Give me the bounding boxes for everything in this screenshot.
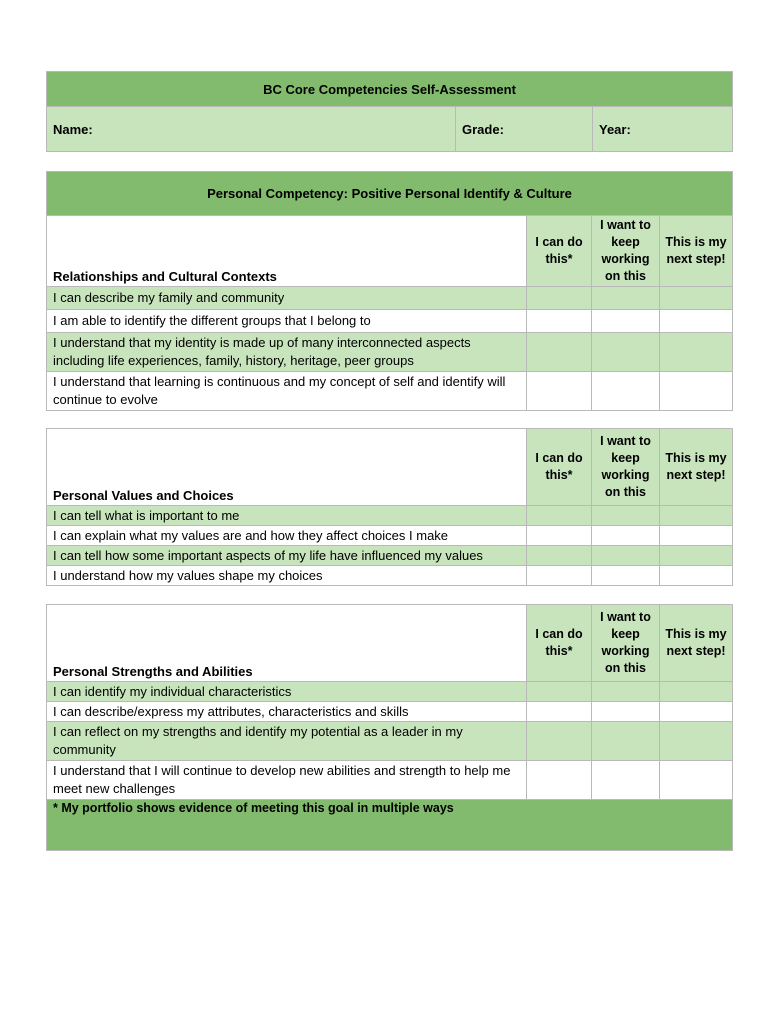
column-header-next-step: This is my next step! [660,216,733,287]
statement-text: I can explain what my values are and how they affect choices I make [47,526,527,546]
statement-text: I can describe my family and community [47,287,527,310]
section-table-values [46,428,733,586]
document-title: BC Core Competencies Self-Assessment [47,72,733,107]
footnote: * My portfolio shows evidence of meeting this goal in multiple ways [47,800,733,851]
section-title: Personal Strengths and Abilities [47,605,527,682]
checkbox-next-step[interactable] [660,372,733,411]
statement-text: I understand that my identity is made up of many interconnected aspects including life experiences, family, history, heritage, peer groups [47,333,527,372]
checkbox-keep-working[interactable] [592,506,660,526]
checkbox-can-do[interactable] [527,506,592,526]
checkbox-can-do[interactable] [527,287,592,310]
name-field[interactable]: Name: [47,107,456,152]
checkbox-next-step[interactable] [660,506,733,526]
column-header-keep-working: I want to keep working on this [592,429,660,506]
column-header-keep-working: I want to keep working on this [592,216,660,287]
checkbox-can-do[interactable] [527,761,592,800]
section-title: Personal Values and Choices [47,429,527,506]
checkbox-can-do[interactable] [527,566,592,586]
checkbox-keep-working[interactable] [592,310,660,333]
checkbox-can-do[interactable] [527,546,592,566]
column-header-next-step: This is my next step! [660,429,733,506]
statement-text: I can tell how some important aspects of my life have influenced my values [47,546,527,566]
section-table-strengths [46,604,733,851]
section-title: Relationships and Cultural Contexts [47,216,527,287]
column-header-keep-working: I want to keep working on this [592,605,660,682]
year-field[interactable]: Year: [593,107,733,152]
column-header-can-do: I can do this* [527,429,592,506]
statement-text: I am able to identify the different groups that I belong to [47,310,527,333]
checkbox-keep-working[interactable] [592,702,660,722]
checkbox-keep-working[interactable] [592,682,660,702]
section-table-relationships [46,171,733,411]
checkbox-can-do[interactable] [527,333,592,372]
statement-text: I can describe/express my attributes, characteristics and skills [47,702,527,722]
checkbox-can-do[interactable] [527,702,592,722]
checkbox-keep-working[interactable] [592,526,660,546]
checkbox-next-step[interactable] [660,526,733,546]
checkbox-next-step[interactable] [660,702,733,722]
statement-text: I understand that learning is continuous and my concept of self and identify will continue to evolve [47,372,527,411]
checkbox-keep-working[interactable] [592,287,660,310]
checkbox-next-step[interactable] [660,682,733,702]
checkbox-keep-working[interactable] [592,566,660,586]
checkbox-can-do[interactable] [527,310,592,333]
column-header-can-do: I can do this* [527,216,592,287]
checkbox-can-do[interactable] [527,372,592,411]
checkbox-keep-working[interactable] [592,722,660,761]
checkbox-keep-working[interactable] [592,761,660,800]
checkbox-can-do[interactable] [527,682,592,702]
checkbox-keep-working[interactable] [592,372,660,411]
column-header-can-do: I can do this* [527,605,592,682]
checkbox-next-step[interactable] [660,546,733,566]
checkbox-keep-working[interactable] [592,546,660,566]
checkbox-next-step[interactable] [660,566,733,586]
checkbox-can-do[interactable] [527,526,592,546]
column-header-next-step: This is my next step! [660,605,733,682]
statement-text: I understand that I will continue to develop new abilities and strength to help me meet new challenges [47,761,527,800]
checkbox-next-step[interactable] [660,310,733,333]
grade-field[interactable]: Grade: [456,107,593,152]
statement-text: I understand how my values shape my choices [47,566,527,586]
checkbox-can-do[interactable] [527,722,592,761]
checkbox-next-step[interactable] [660,287,733,310]
checkbox-next-step[interactable] [660,761,733,800]
checkbox-keep-working[interactable] [592,333,660,372]
statement-text: I can reflect on my strengths and identify my potential as a leader in my community [47,722,527,761]
checkbox-next-step[interactable] [660,333,733,372]
statement-text: I can identify my individual characteristics [47,682,527,702]
header-table [46,71,733,152]
checkbox-next-step[interactable] [660,722,733,761]
competency-title: Personal Competency: Positive Personal Identify & Culture [47,172,733,216]
statement-text: I can tell what is important to me [47,506,527,526]
